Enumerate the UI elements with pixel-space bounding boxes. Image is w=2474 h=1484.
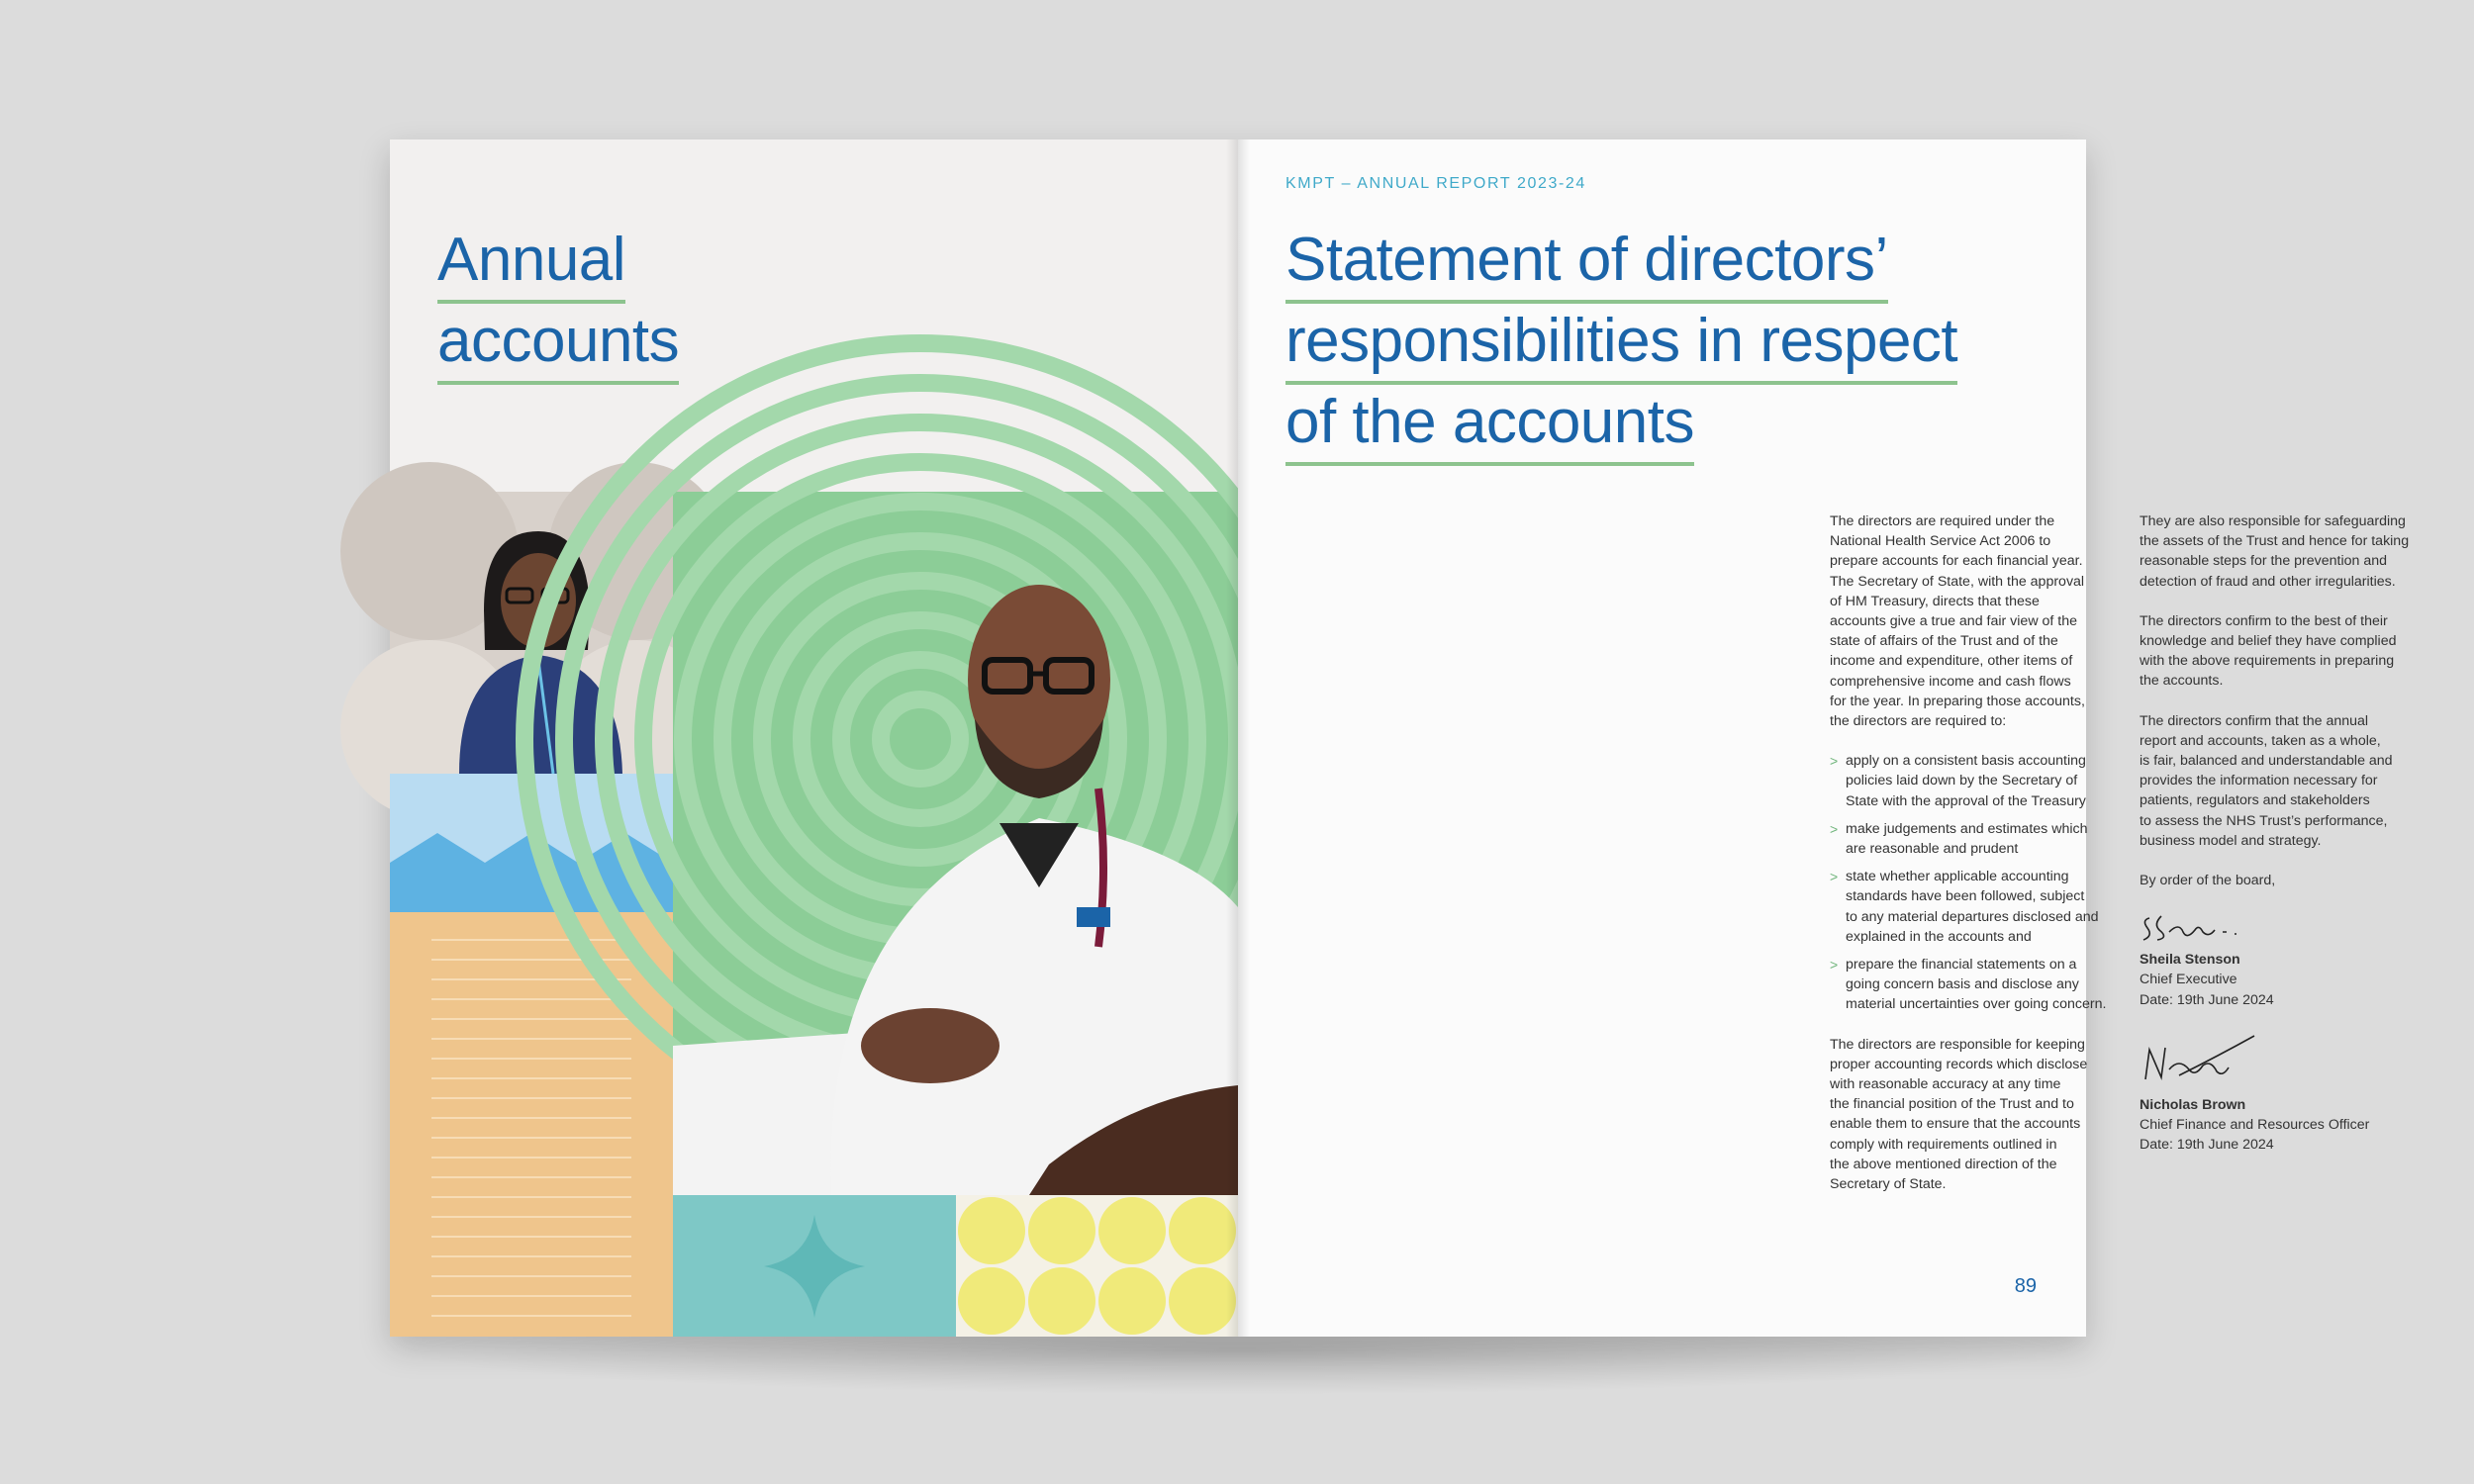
star-pattern-tile xyxy=(673,1195,956,1337)
chevron-right-icon: > xyxy=(1830,957,1839,974)
title-line: Statement of directors’ xyxy=(1285,223,1888,304)
left-page xyxy=(390,139,1238,1337)
brochure-spread xyxy=(390,139,2410,1337)
signatory-date: Date: 19th June 2024 xyxy=(2140,1137,2274,1154)
page-number: 89 xyxy=(2014,1275,2037,1297)
signatory-name: Sheila Stenson xyxy=(2140,952,2240,969)
requirements-list xyxy=(1830,751,2119,1014)
signatory-name: Nicholas Brown xyxy=(2140,1096,2246,1113)
running-head: KMPT – ANNUAL REPORT 2023-24 xyxy=(1285,175,1586,192)
signatory-date: Date: 19th June 2024 xyxy=(2140,991,2274,1008)
page-title xyxy=(1285,223,1957,466)
signature-image xyxy=(2140,910,2258,944)
lined-pattern-tile xyxy=(390,912,673,1337)
text-column-2 xyxy=(2140,511,2436,1174)
signatory-role: Chief Finance and Resources Officer xyxy=(2140,1117,2370,1134)
title-line: Annual xyxy=(437,223,625,304)
paragraph: They are also responsible for safeguarding the assets of the Trust and hence for taking reasonable steps for the prevention and detection of fraud and other irregularities. xyxy=(2140,513,2410,590)
section-title xyxy=(437,223,679,385)
signature-image xyxy=(2140,1030,2258,1089)
title-line: responsibilities in respect xyxy=(1285,304,1957,385)
paragraph: The directors confirm to the best of their knowledge and belief they have complied with the above requirements in preparing the accounts. xyxy=(2140,612,2397,690)
signatory-block xyxy=(2140,910,2436,1010)
main-photo-healthcare-worker xyxy=(673,492,1238,1195)
title-line: of the accounts xyxy=(1285,385,1694,466)
list-item: > make judgements and estimates which are reasonable and prudent xyxy=(1830,820,2088,858)
right-page xyxy=(1238,139,2410,1337)
title-line: accounts xyxy=(437,304,679,385)
chevron-right-icon: > xyxy=(1830,820,1839,837)
circle-pattern-tile xyxy=(956,1195,1238,1337)
paragraph: The directors confirm that the annual report and accounts, taken as a whole, is fair, balanced and understandable and provides the information necessary for patients, regulators and stakeholders to assess the NHS Trust’s performance, business model and strategy. xyxy=(2140,712,2393,849)
text-column-1 xyxy=(1830,511,2119,1214)
chevron-right-icon: > xyxy=(1830,869,1839,885)
chevron-right-icon: > xyxy=(1830,753,1839,770)
list-item: > apply on a consistent basis accounting policies laid down by the Secretary of State with the approval of the Treasury xyxy=(1830,753,2086,809)
list-item: > prepare the financial statements on a going concern basis and disclose any material uncertainties over going concern. xyxy=(1830,957,2107,1013)
signatory-block xyxy=(2140,1030,2436,1156)
paragraph: By order of the board, xyxy=(2140,873,2276,889)
intro-paragraph: The directors are required under the National Health Service Act 2006 to prepare accounts for each financial year. The Secretary of State, with the approval of HM Treasury, directs that these accounts give a true and fair view of the state of affairs of the Trust and of the income and expenditure, other items of comprehensive income and cash flows for the year. In preparing those accounts, the directors are required to: xyxy=(1830,513,2085,730)
list-item: > state whether applicable accounting standards have been followed, subject to any material departures disclosed and explained in the accounts and xyxy=(1830,869,2099,945)
signatory-role: Chief Executive xyxy=(2140,972,2237,988)
closing-paragraph: The directors are responsible for keeping proper accounting records which disclose with reasonable accuracy at any time the financial position of the Trust and to enable them to ensure that the accounts comply with requirements outlined in the above mentioned direction of the Secretary of State. xyxy=(1830,1036,2088,1193)
